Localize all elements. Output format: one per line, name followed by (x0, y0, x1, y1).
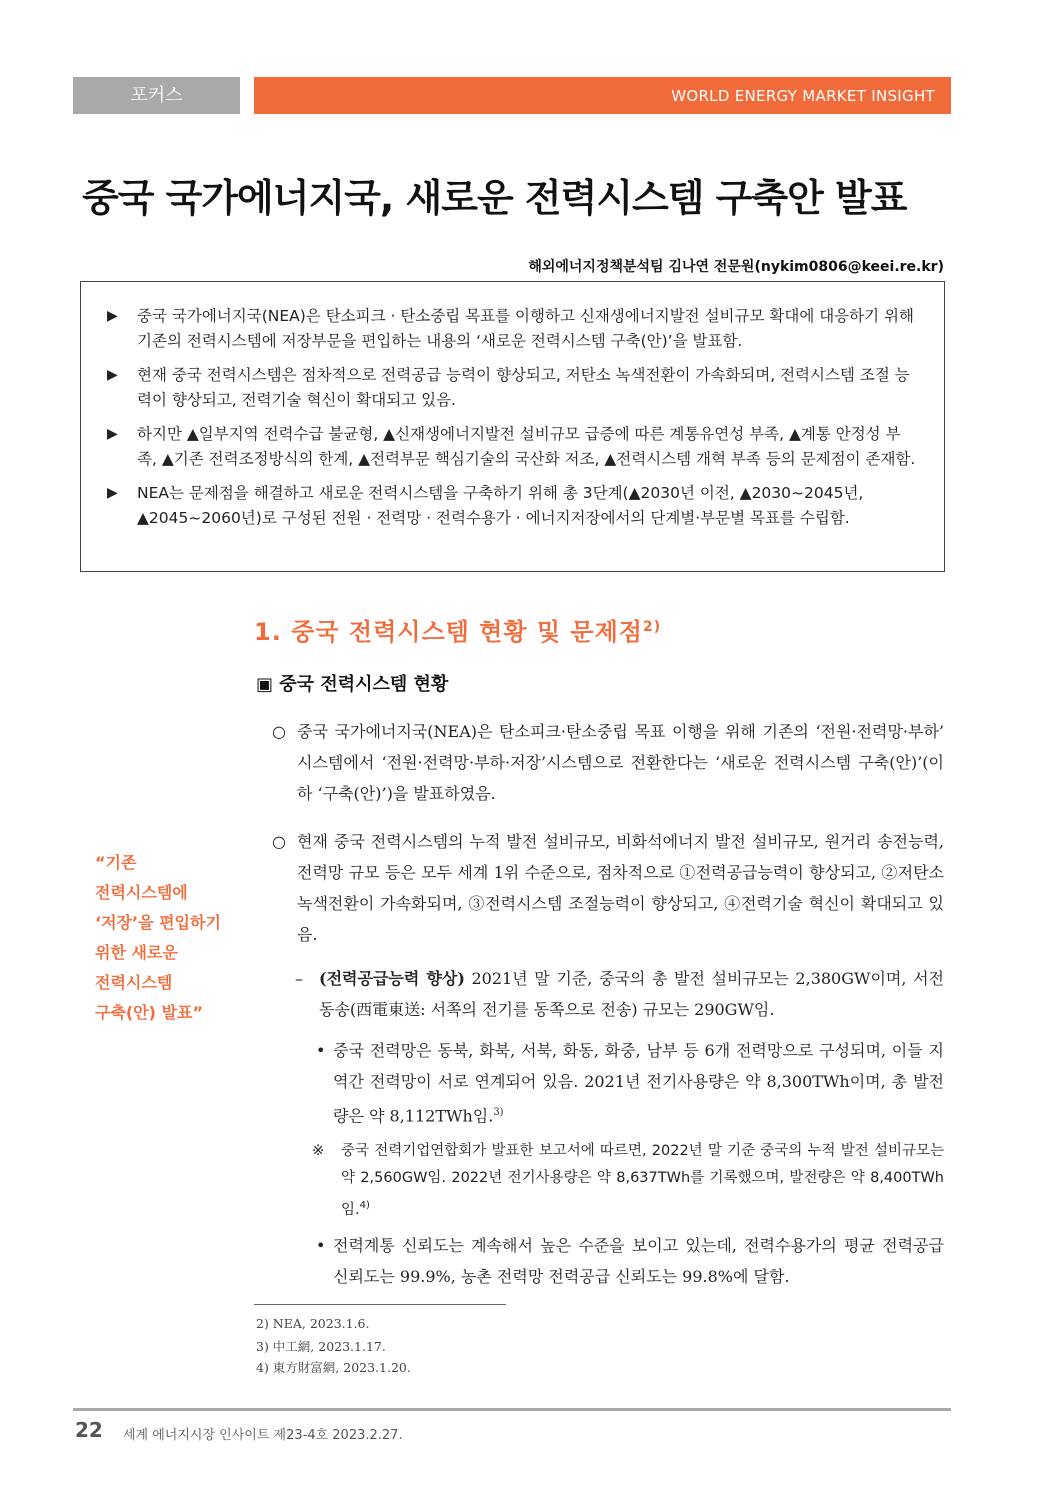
paragraph-label: (전력공급능력 향상) (319, 969, 465, 988)
dot-bullet-icon: • (316, 1236, 326, 1255)
dash-bullet-icon: – (295, 969, 303, 988)
pull-quote-line: 위한 새로운 (95, 943, 178, 962)
body-paragraph (316, 1035, 944, 1131)
page-title: 중국 국가에너지국, 새로운 전력시스템 구축안 발표 (82, 176, 907, 220)
reference-mark-icon: ※ (312, 1143, 325, 1159)
footnote-ref: 4) (359, 1200, 370, 1211)
section-label: 포커스 (73, 77, 240, 114)
body-paragraph (272, 716, 944, 809)
footnote: 4) 東方財富網, 2023.1.20. (256, 1360, 411, 1375)
arrow-icon: ▶ (107, 308, 118, 324)
circle-bullet-icon: ○ (272, 722, 286, 741)
paragraph-text: 2021년 말 기준, 중국의 총 발전 설비규모는 2,380GW이며, 서전동송(西電東送: 서쪽의 전기를 동쪽으로 전송) 규모는 290GW임. (319, 969, 944, 1019)
footnote-divider (254, 1304, 506, 1305)
summary-item (107, 304, 918, 354)
pull-quote (95, 848, 235, 1028)
circle-bullet-icon: ○ (272, 832, 286, 851)
paragraph-text: 현재 중국 전력시스템의 누적 발전 설비규모, 비화석에너지 발전 설비규모, 원거리 송전능력, 전력망 규모 등은 모두 세계 1위 수준으로, 점차적으로 ①전력공급능력이 향상되고, ②저탄소 녹색전환이 가속화되며, ③전력시스템 조절능력이 향상되고, ④전력기술 혁신이 확대되고 있음. (297, 832, 944, 944)
page-number: 22 (75, 1418, 103, 1442)
pull-quote-line: 전력시스템에 (95, 883, 188, 902)
pull-quote-line: 전력시스템 (95, 973, 173, 992)
summary-text: NEA는 문제점을 해결하고 새로운 전력시스템을 구축하기 위해 총 3단계(▲2030년 이전, ▲2030~2045년, ▲2045~2060년)로 구성된 전원 · 전력망 · 전력수용가 · 에너지저장에서의 단계별·부문별 목표를 수립함. (137, 484, 864, 527)
body-paragraph (272, 826, 944, 950)
arrow-icon: ▶ (107, 367, 118, 383)
paragraph-text: 전력계통 신뢰도는 계속해서 높은 수준을 보이고 있는데, 전력수용가의 평균 전력공급 신뢰도는 99.9%, 농촌 전력망 전력공급 신뢰도는 99.8%에 달함. (333, 1236, 944, 1286)
body-paragraph (295, 963, 944, 1025)
summary-box (80, 281, 945, 572)
arrow-icon: ▶ (107, 485, 118, 501)
arrow-icon: ▶ (107, 426, 118, 442)
summary-text: 하지만 ▲일부지역 전력수급 불균형, ▲신재생에너지발전 설비규모 급증에 따른 계통유연성 부족, ▲계통 안정성 부족, ▲기존 전력조정방식의 한계, ▲전력부문 핵심기술의 국산화 저조, ▲전력시스템 개혁 부족 등의 문제점이 존재함. (137, 425, 916, 468)
summary-item (107, 481, 918, 531)
footer-text: 세계 에너지시장 인사이트 제23-4호 2023.2.27. (123, 1428, 403, 1443)
footnote: 3) 中工網, 2023.1.17. (256, 1339, 386, 1354)
paragraph-text: 중국 전력망은 동북, 화북, 서북, 화동, 화중, 남부 등 6개 전력망으로 구성되며, 이들 지역간 전력망이 서로 연계되어 있음. 2021년 전기사용량은 약 8,300TWh이며, 총 발전량은 약 8,112TWh임. (333, 1041, 944, 1126)
summary-text: 중국 국가에너지국(NEA)은 탄소피크 · 탄소중립 목표를 이행하고 신재생에너지발전 설비규모 확대에 대응하기 위해 기존의 전력시스템에 저장부문을 편입하는 내용의 ‘새로운 전력시스템 구축(안)’을 발표함. (137, 307, 914, 350)
dot-bullet-icon: • (316, 1041, 326, 1060)
footnote: 2) NEA, 2023.1.6. (256, 1316, 370, 1331)
author-line: 해외에너지정책분석팀 김나연 전문원(nykim0806@keei.re.kr) (528, 259, 944, 275)
pull-quote-line: “기존 (95, 853, 137, 872)
paragraph-text: 중국 국가에너지국(NEA)은 탄소피크·탄소중립 목표 이행을 위해 기존의 ‘전원·전력망·부하’ 시스템에서 ‘전원·전력망·부하·저장’시스템으로 전환한다는 ‘새로운 전력시스템 구축(안)’(이하 ‘구축(안)’)을 발표하였음. (297, 722, 944, 803)
reference-note (312, 1138, 944, 1224)
footnote-ref: 2) (643, 619, 662, 635)
note-text: 중국 전력기업연합회가 발표한 보고서에 따르면, 2022년 말 기준 중국의 누적 발전 설비규모는 약 2,560GW임. 2022년 전기사용량은 약 8,637TWh를 기록했으며, 발전량은 약 8,400TWh임. (341, 1143, 944, 1218)
summary-text: 현재 중국 전력시스템은 점차적으로 전력공급 능력이 향상되고, 저탄소 녹색전환이 가속화되며, 전력시스템 조절 능력이 향상되고, 전력기술 혁신이 확대되고 있음. (137, 366, 910, 409)
pull-quote-line: 구축(안) 발표” (95, 1003, 203, 1022)
subsection-title: ▣ 중국 전력시스템 현황 (256, 674, 449, 695)
summary-item (107, 363, 918, 413)
pull-quote-line: ‘저장’을 편입하기 (95, 913, 221, 932)
section-title-text: 1. 중국 전력시스템 현황 및 문제점 (254, 618, 643, 646)
footer-divider (73, 1408, 951, 1411)
publication-name: WORLD ENERGY MARKET INSIGHT (254, 77, 951, 114)
summary-item (107, 422, 918, 472)
body-paragraph (316, 1230, 944, 1292)
footnote-ref: 3) (493, 1107, 504, 1118)
section-title (254, 612, 661, 647)
